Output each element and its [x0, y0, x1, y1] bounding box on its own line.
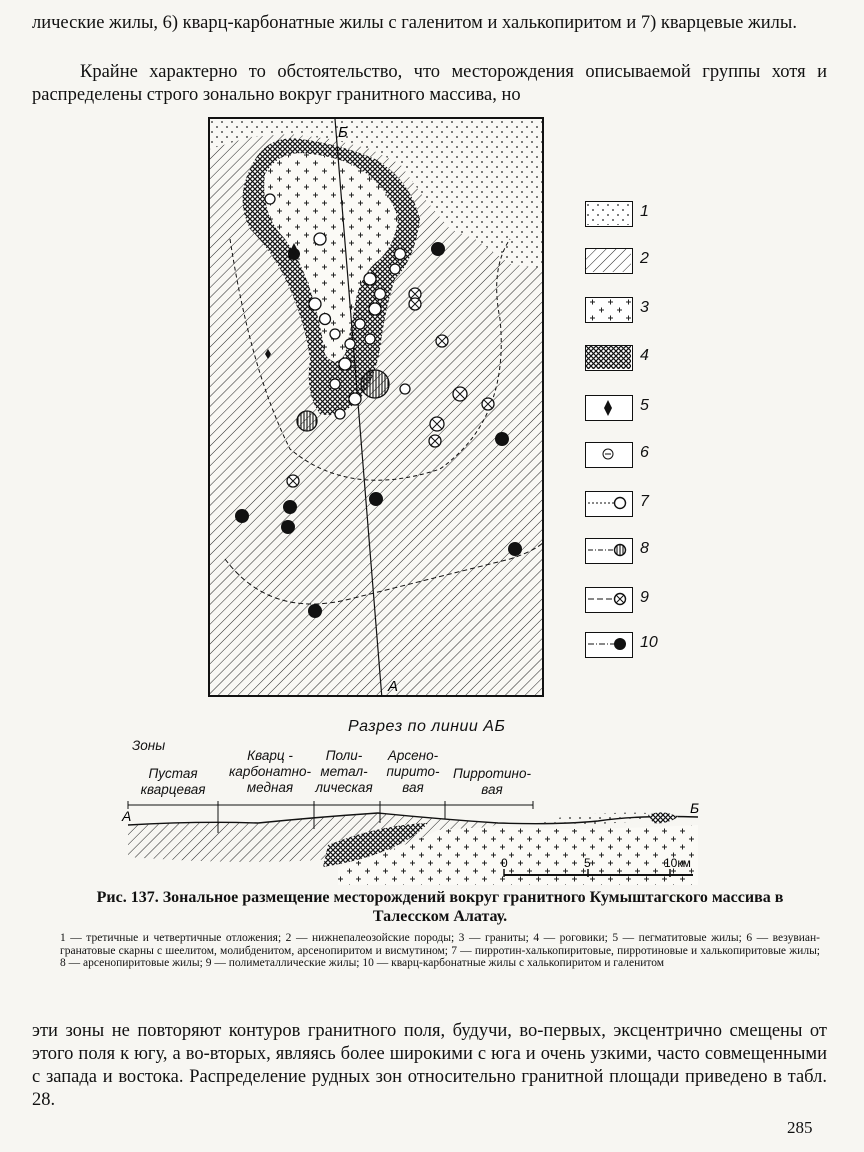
map-label-b: Б	[338, 124, 348, 141]
scale-label-5: 5	[584, 856, 591, 870]
legend-number: 1	[640, 203, 649, 220]
legend-swatch-diamond	[585, 395, 633, 421]
zone-label: Пустая кварцевая	[140, 766, 206, 797]
geologic-map	[208, 117, 544, 697]
legend-number: 5	[640, 397, 649, 414]
zone-label: Пирротино- вая	[452, 766, 531, 797]
legend-swatch-striped-circle	[585, 538, 633, 564]
legend-swatch-dots	[585, 201, 633, 227]
map-label-a: А	[388, 678, 399, 695]
figure-legend-text: 1 — третичные и четвертичные отложения; 2 — нижнепалеозойские породы; 3 — граниты; 4 — роговики; 5 — пегматитовые жилы; 6 — везувиан-гранатовые скарны с шеелитом, молибденитом, арсенопиритом и висмутином; 7 — пирротин-халькопиритовые, пирротиновые и халькопиритовые жилы; 8 — арсенопиритовые жилы; 9 — полиметаллические жилы; 10 — кварц-карбонатные жилы с халькопиритом и галенитом	[60, 932, 820, 969]
legend-number: 2	[640, 250, 649, 267]
legend-number: 6	[640, 444, 649, 461]
legend-number: 7	[640, 493, 649, 510]
legend-swatch-black-dot	[585, 632, 633, 658]
zone-label: Арсено- пирито- вая	[386, 748, 440, 795]
scale-label-0: 0	[501, 856, 508, 870]
legend-swatch-skarn	[585, 442, 633, 468]
figure-caption: Рис. 137. Зональное размещение месторождений вокруг гранитного Кумыштагского массива в Талесском Алатау.	[96, 889, 784, 925]
paragraph-top-2: Крайне характерно то обстоятельство, что месторождения описываемой группы хотя и распределены строго зонально вокруг гранитного массива, но	[32, 62, 827, 105]
legend-number: 8	[640, 540, 649, 557]
legend-swatch-crossed-circle	[585, 587, 633, 613]
legend-number: 3	[640, 299, 649, 316]
legend-number: 9	[640, 589, 649, 606]
section-label-a: А	[122, 808, 132, 824]
zones-label: Зоны	[132, 738, 166, 753]
legend-number: 10	[640, 634, 658, 651]
paragraph-bottom: эти зоны не повторяют контуров гранитного поля, будучи, во-первых, эксцентрично смещены от этого поля к югу, а во-вторых, являясь более широкими с юга и очень узкими, часто совмещенными с запада и востока. Распределение рудных зон относительно гранитной площади приведено в табл. 28.	[32, 1021, 827, 1110]
scale-label-10: 10км	[664, 856, 691, 870]
legend-number: 4	[640, 347, 649, 364]
section-label-b: Б	[690, 800, 700, 816]
zone-label: Поли- метал- лическая	[315, 748, 373, 795]
legend-swatch-crosshatch	[585, 345, 633, 371]
paragraph-top-1: лические жилы, 6) кварц-карбонатные жилы с галенитом и халькопиритом и 7) кварцевые жилы.	[32, 13, 797, 33]
section-title: Разрез по линии АБ	[348, 718, 506, 735]
legend-swatch-hatch	[585, 248, 633, 274]
page-number: 285	[787, 1118, 813, 1137]
cross-section	[118, 795, 718, 887]
legend-swatch-plus	[585, 297, 633, 323]
legend-swatch-open-circle	[585, 491, 633, 517]
zone-label: Кварц - карбонатно- медная	[228, 748, 312, 795]
